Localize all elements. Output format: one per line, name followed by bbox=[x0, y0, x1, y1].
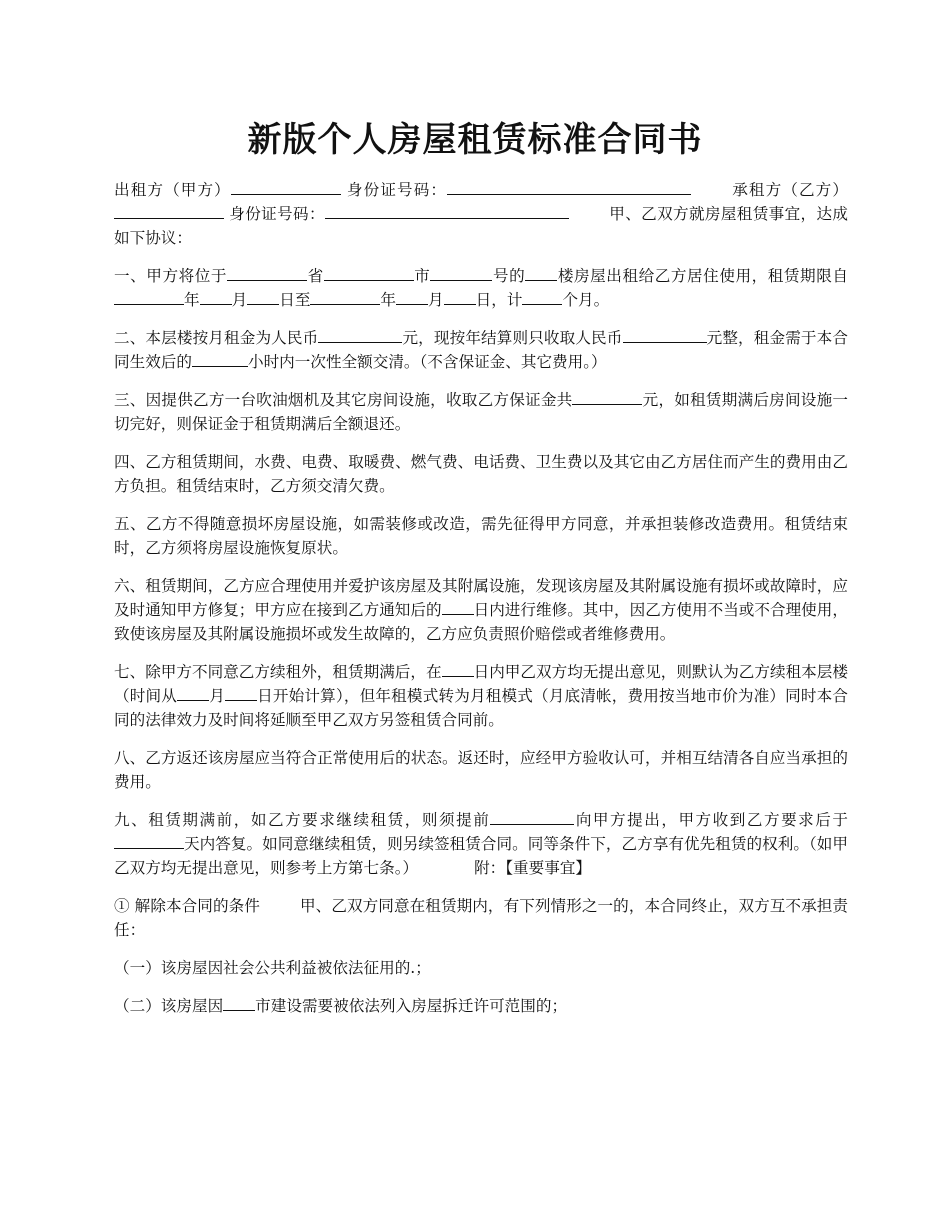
months-blank[interactable] bbox=[522, 290, 562, 305]
clause-1: 一、甲方将位于 省 市 号的 楼房屋出租给乙方居住使用，租赁期限自年 月 日至 年 月 日，计 个月。 bbox=[114, 267, 848, 309]
clause-5: 五、乙方不得随意损坏房屋设施，如需装修或改造，需先征得甲方同意，并承担装修改造费用。租赁结束时，乙方须将房屋设施恢复原状。 bbox=[114, 515, 848, 557]
termination-item-2: （二）该房屋因 市建设需要被依法列入房屋拆迁许可范围的； bbox=[114, 997, 568, 1015]
renewal-month-blank[interactable] bbox=[177, 686, 209, 701]
city-plan-blank[interactable] bbox=[223, 996, 255, 1011]
lessor-name-blank[interactable] bbox=[231, 180, 341, 195]
clause-7: 七、除甲方不同意乙方续租外，租赁期满后，在 日内甲乙双方均无提出意见，则默认为乙方续租本层楼（时间从 月 日开始计算），但年租模式转为月租模式（月底清帐，费用按当地市价为准）同时本合同的法律效力及时间将延顺至甲乙双方另签租赁合同前。 bbox=[114, 663, 848, 729]
start-month-blank[interactable] bbox=[200, 290, 232, 305]
payment-hours-blank[interactable] bbox=[192, 352, 248, 367]
termination-terms: ① 解除本合同的条件 甲、乙双方同意在租赁期内，有下列情形之一的，本合同终止，双方互不承担责任： bbox=[114, 897, 848, 939]
parties-paragraph bbox=[114, 178, 848, 250]
important-matters-heading: 附：【重要事宜】 bbox=[474, 859, 592, 877]
lessee-id-blank[interactable] bbox=[325, 204, 569, 219]
termination-heading: ① 解除本合同的条件 bbox=[114, 897, 260, 915]
clause-6: 六、租赁期间，乙方应合理使用并爱护该房屋及其附属设施，发现该房屋及其附属设施有损坏或故障时，应及时通知甲方修复；甲方应在接到乙方通知后的 日内进行维修。其中，因乙方使用不当或不合理使用，致使该房屋及其附属设施损坏或发生故障的，乙方应负责照价赔偿或者维修费用。 bbox=[114, 577, 848, 643]
annual-rent-blank[interactable] bbox=[623, 328, 707, 343]
start-day-blank[interactable] bbox=[247, 290, 279, 305]
document-title: 新版个人房屋租赁标准合同书 bbox=[247, 120, 703, 160]
monthly-rent-blank[interactable] bbox=[318, 328, 402, 343]
end-year-blank[interactable] bbox=[310, 290, 380, 305]
advance-notice-blank[interactable] bbox=[490, 810, 574, 825]
end-month-blank[interactable] bbox=[396, 290, 428, 305]
renewal-day-blank[interactable] bbox=[225, 686, 257, 701]
document-body bbox=[114, 178, 848, 1032]
lessee-name-blank[interactable] bbox=[114, 204, 224, 219]
deposit-blank[interactable] bbox=[572, 390, 642, 405]
start-year-blank[interactable] bbox=[114, 290, 184, 305]
repair-days-blank[interactable] bbox=[442, 600, 474, 615]
city-blank[interactable] bbox=[324, 266, 414, 281]
lessor-label: 出租方（甲方） bbox=[114, 181, 231, 199]
renewal-days-blank[interactable] bbox=[442, 662, 474, 677]
province-blank[interactable] bbox=[227, 266, 307, 281]
termination-item-1: （一）该房屋因社会公共利益被依法征用的.； bbox=[114, 959, 431, 977]
lessee-id-label: 身份证号码： bbox=[224, 205, 325, 223]
number-blank[interactable] bbox=[430, 266, 492, 281]
clause-4: 四、乙方租赁期间，水费、电费、取暖费、燃气费、电话费、卫生费以及其它由乙方居住而产生的费用由乙方负担。租赁结束时，乙方须交清欠费。 bbox=[114, 453, 848, 495]
clause-8: 八、乙方返还该房屋应当符合正常使用后的状态。返还时，应经甲方验收认可，并相互结清各自应当承担的费用。 bbox=[114, 749, 848, 791]
lessee-label: 承租方（乙方） bbox=[731, 181, 848, 199]
lessor-id-label: 身份证号码： bbox=[340, 181, 448, 199]
agreement-intro: 甲、乙双方就房屋租赁事宜，达成如下协议： bbox=[114, 205, 848, 247]
lessor-id-blank[interactable] bbox=[447, 180, 691, 195]
clause-3: 三、因提供乙方一台吹油烟机及其它房间设施，收取乙方保证金共 元，如租赁期满后房间设施一切完好，则保证金于租赁期满后全额退还。 bbox=[114, 391, 848, 433]
end-day-blank[interactable] bbox=[444, 290, 476, 305]
building-blank[interactable] bbox=[525, 266, 557, 281]
clause-2: 二、本层楼按月租金为人民币 元，现按年结算则只收取人民币 元整，租金需于本合同生效后的 小时内一次性全额交清。（不含保证金、其它费用。） bbox=[114, 329, 848, 371]
clause-9: 九、租赁期满前，如乙方要求继续租赁，则须提前 向甲方提出，甲方收到乙方要求后于天内答复。如同意继续租赁，则另续签租赁合同。同等条件下，乙方享有优先租赁的权利。（如甲乙双方均无提出意见，则参考上方第七条。） 附：【重要事宜】 bbox=[114, 811, 848, 877]
reply-days-blank[interactable] bbox=[114, 834, 184, 849]
